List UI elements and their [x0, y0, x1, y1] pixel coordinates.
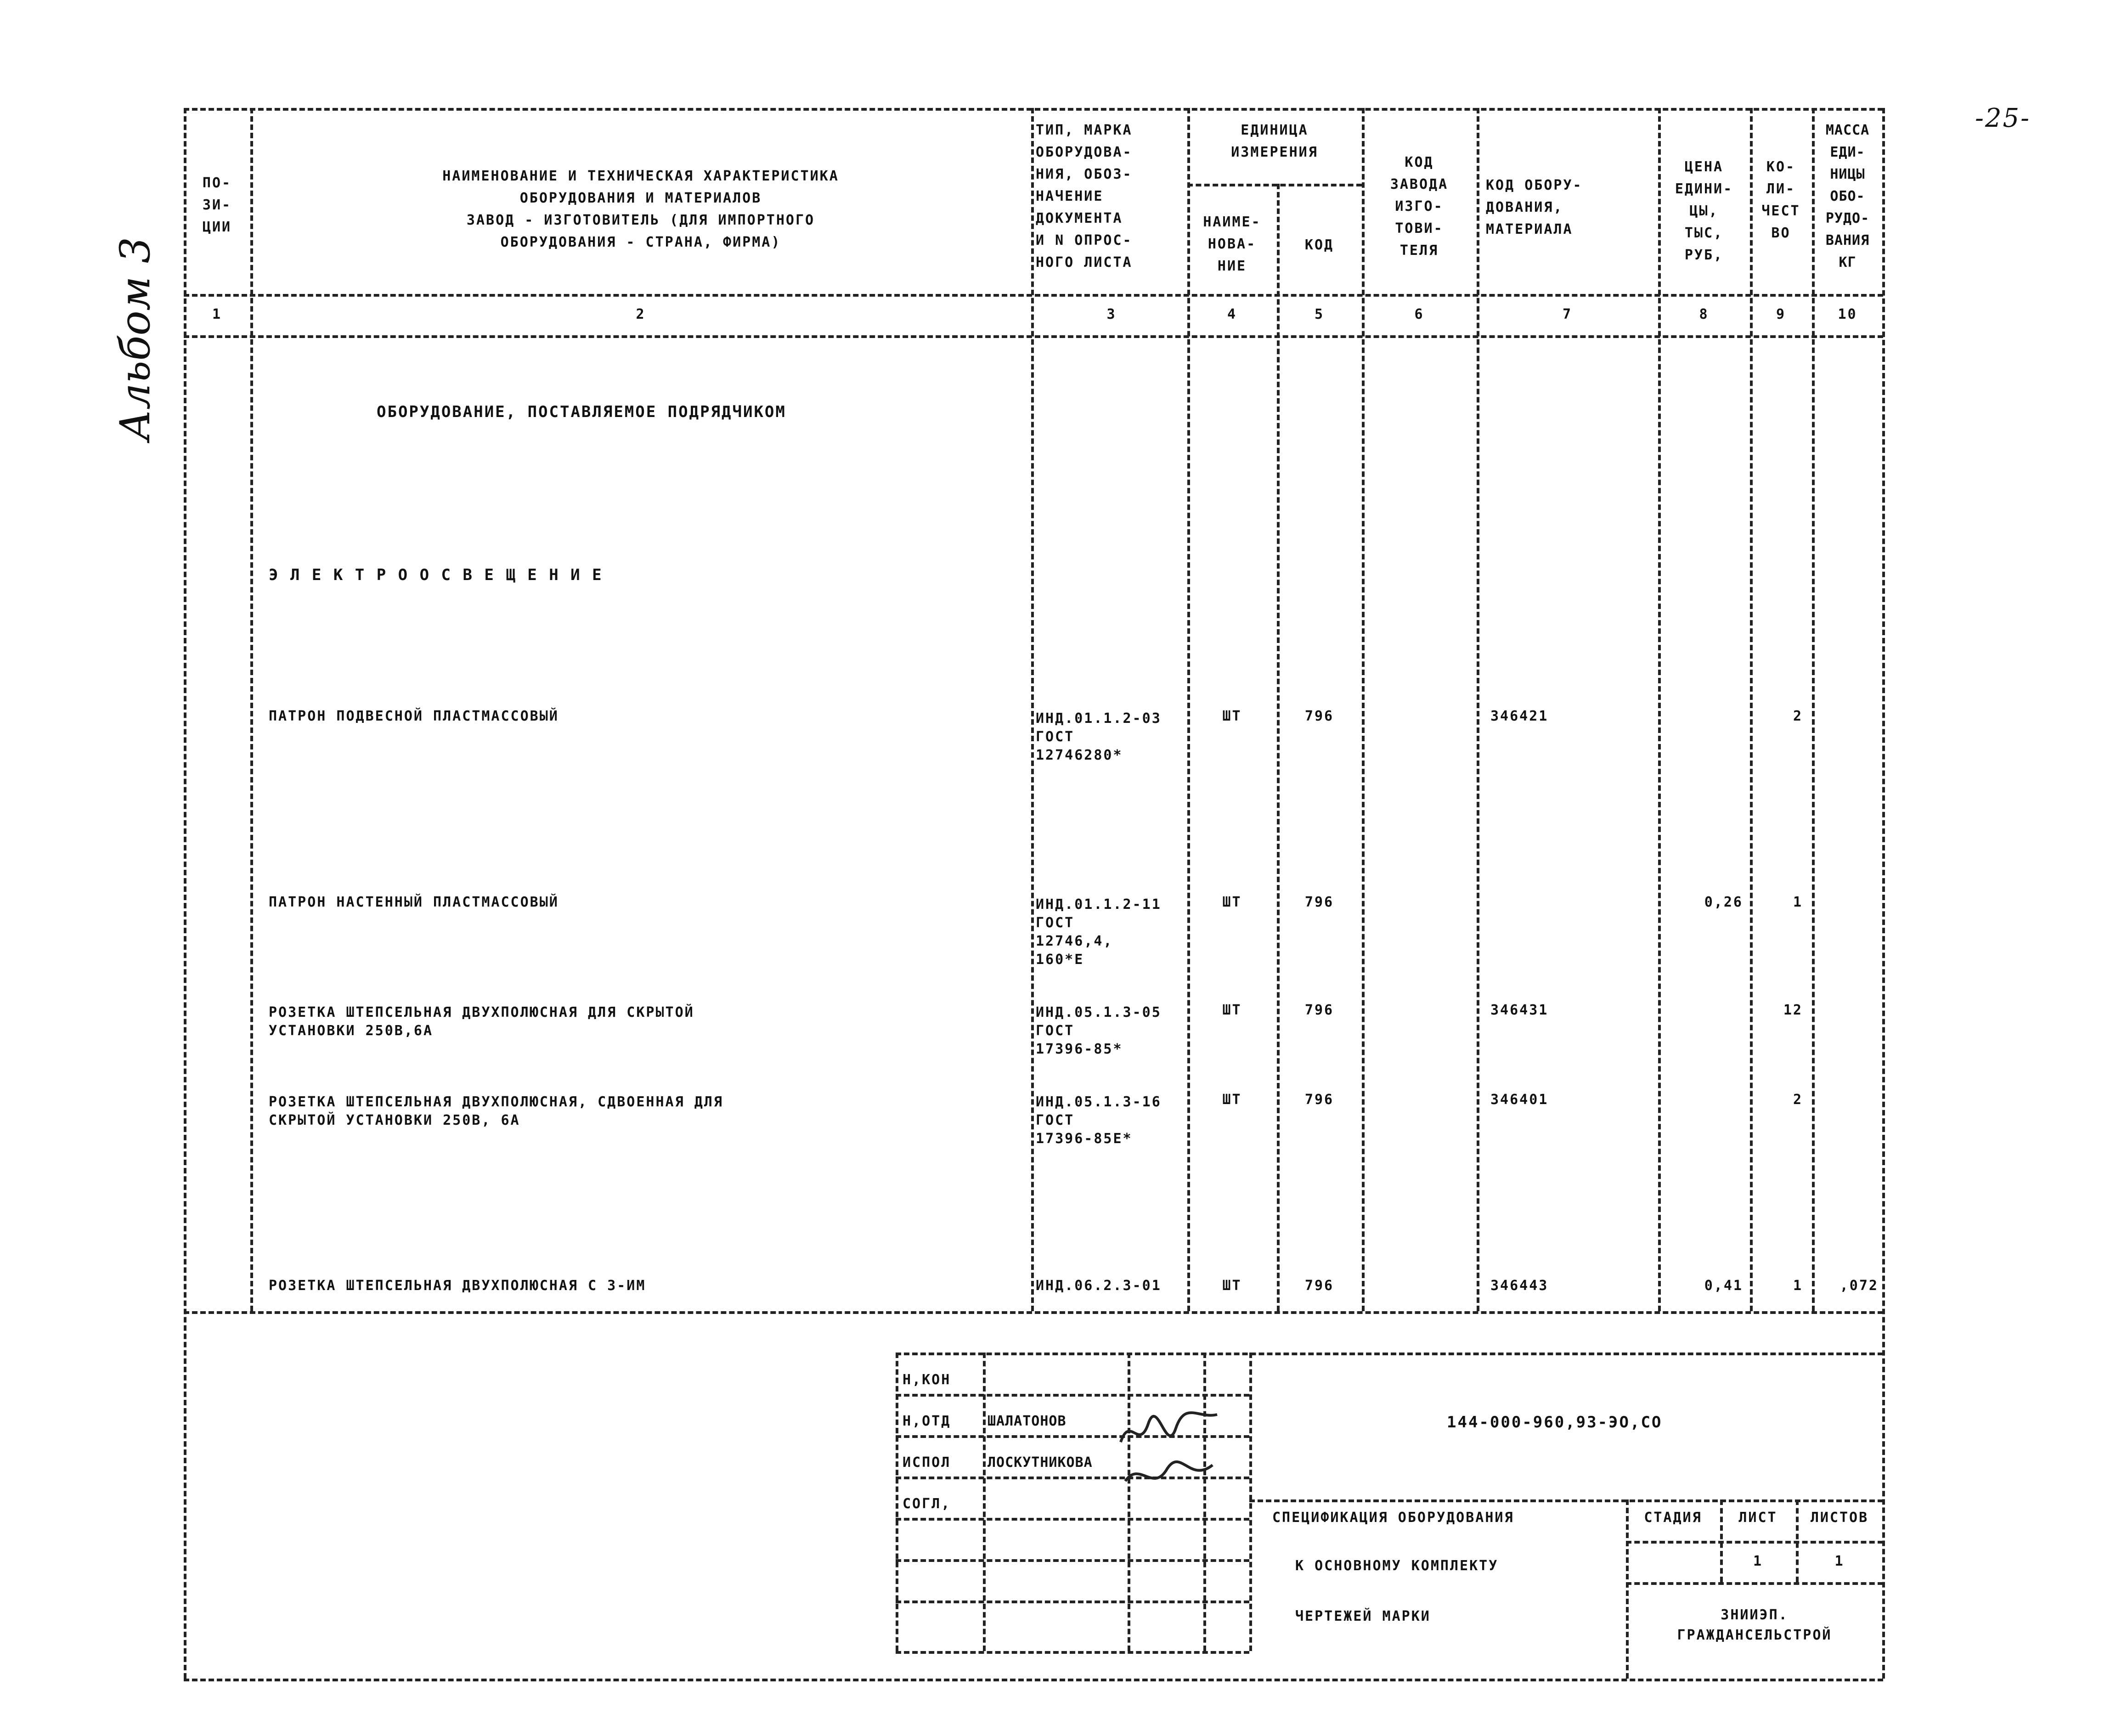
item-type: ИНД.06.2.3-01 [1036, 1278, 1162, 1294]
col-num-7: 7 [1562, 306, 1573, 322]
item-name: ПАТРОН НАСТЕННЫЙ ПЛАСТМАССОВЫЙ [269, 894, 559, 910]
item-unit: ШТ [1222, 1002, 1242, 1018]
page-number: -25- [1975, 103, 2031, 133]
item-name: РОЗЕТКА ШТЕПСЕЛЬНАЯ ДВУХПОЛЮСНАЯ, СДВОЕННАЯ ДЛЯ СКРЫТОЙ УСТАНОВКИ 250В, 6А [269, 1094, 723, 1128]
item-code: 346421 [1490, 708, 1549, 724]
organization: ЗНИИЭП. ГРАЖДАНСЕЛЬСТРОЙ [1677, 1607, 1832, 1643]
header-position: ПО- ЗИ- ЦИИ [202, 175, 232, 235]
col-num-6: 6 [1414, 306, 1424, 322]
doc-code: 144-000-960,93-ЭО,СО [1447, 1413, 1663, 1432]
item-unit-code: 796 [1304, 894, 1334, 910]
item-name: РОЗЕТКА ШТЕПСЕЛЬНАЯ ДВУХПОЛЮСНАЯ С З-ИМ [269, 1278, 646, 1294]
col-num-10: 10 [1838, 306, 1857, 322]
col-num-1: 1 [212, 306, 222, 322]
item-unit-code: 796 [1304, 1278, 1334, 1294]
item-qty: 1 [1793, 894, 1803, 910]
item-unit: ШТ [1222, 708, 1242, 724]
title-line-3: ЧЕРТЕЖЕЙ МАРКИ [1295, 1608, 1431, 1624]
album-note: Альбом 3 [111, 237, 159, 441]
sheet-value: 1 [1753, 1553, 1763, 1569]
role-department: Н,ОТД [903, 1413, 951, 1429]
item-qty: 1 [1793, 1278, 1803, 1294]
col-num-4: 4 [1227, 306, 1237, 322]
item-name: ПАТРОН ПОДВЕСНОЙ ПЛАСТМАССОВЫЙ [269, 708, 559, 724]
stage-label: СТАДИЯ [1644, 1510, 1702, 1526]
sheets-value: 1 [1834, 1553, 1845, 1569]
header-price: ЦЕНА ЕДИНИ- ЦЫ, ТЫС, РУБ, [1675, 159, 1733, 263]
item-unit: ШТ [1222, 894, 1242, 910]
header-factory-code: КОД ЗАВОДА ИЗГО- ТОВИ- ТЕЛЯ [1390, 154, 1449, 259]
header-unit-code: КОД [1304, 237, 1334, 253]
col-num-9: 9 [1776, 306, 1786, 322]
item-unit: ШТ [1222, 1092, 1242, 1108]
role-executor: ИСПОЛ [903, 1454, 951, 1471]
role-approval: СОГЛ, [903, 1496, 951, 1512]
item-price: 0,41 [1704, 1278, 1743, 1294]
signature-marks [1112, 1387, 1231, 1497]
item-qty: 12 [1783, 1002, 1803, 1018]
role-chief: Н,КОН [903, 1372, 951, 1388]
item-qty: 2 [1793, 1092, 1803, 1108]
item-code: 346431 [1490, 1002, 1549, 1018]
item-unit-code: 796 [1304, 1092, 1334, 1108]
item-mass: ,072 [1840, 1278, 1879, 1294]
item-code: 346443 [1490, 1278, 1549, 1294]
section-lighting: Э Л Е К Т Р О О С В Е Щ Е Н И Е [269, 566, 603, 584]
item-unit-code: 796 [1304, 1002, 1334, 1018]
header-qty: КО- ЛИ- ЧЕСТ ВО [1761, 159, 1800, 241]
section-supplier: ОБОРУДОВАНИЕ, ПОСТАВЛЯЕМОЕ ПОДРЯДЧИКОМ [377, 403, 786, 421]
header-name: НАИМЕНОВАНИЕ И ТЕХНИЧЕСКАЯ ХАРАКТЕРИСТИКА ОБОРУДОВАНИЯ И МАТЕРИАЛОВ ЗАВОД - ИЗГОТОВИТЕЛЬ (ДЛЯ ИМПОРТНОГО ОБОРУДОВАНИЯ - СТРАНА, ФИРМА) [442, 168, 839, 250]
item-type: ИНД.05.1.3-16 ГОСТ 17396-85Е* [1036, 1094, 1162, 1147]
name-department: ШАЛАТОНОВ [987, 1413, 1066, 1429]
item-code: 346401 [1490, 1092, 1549, 1108]
sheets-label: ЛИСТОВ [1810, 1510, 1869, 1526]
title-line-1: СПЕЦИФИКАЦИЯ ОБОРУДОВАНИЯ [1272, 1510, 1514, 1526]
item-qty: 2 [1793, 708, 1803, 724]
item-unit: ШТ [1222, 1278, 1242, 1294]
title-line-2: К ОСНОВНОМУ КОМПЛЕКТУ [1295, 1558, 1499, 1574]
col-num-5: 5 [1314, 306, 1325, 322]
col-num-3: 3 [1106, 306, 1117, 322]
item-price: 0,26 [1704, 894, 1743, 910]
header-type: ТИП, МАРКА ОБОРУДОВА- НИЯ, ОБОЗ- НАЧЕНИЕ ДОКУМЕНТА И N ОПРОС- НОГО ЛИСТА [1036, 122, 1133, 271]
header-material-code: КОД ОБОРУ- ДОВАНИЯ, МАТЕРИАЛА [1486, 177, 1583, 237]
item-type: ИНД.05.1.3-05 ГОСТ 17396-85* [1036, 1004, 1162, 1057]
name-executor: ЛОСКУТНИКОВА [987, 1454, 1093, 1471]
header-unit-group: ЕДИНИЦА ИЗМЕРЕНИЯ [1231, 122, 1318, 160]
item-type: ИНД.01.1.2-11 ГОСТ 12746,4, 160*Е [1036, 896, 1162, 968]
header-unit-name: НАИМЕ- НОВА- НИЕ [1203, 214, 1261, 274]
item-name: РОЗЕТКА ШТЕПСЕЛЬНАЯ ДВУХПОЛЮСНАЯ ДЛЯ СКРЫТОЙ УСТАНОВКИ 250В,6А [269, 1004, 694, 1039]
item-unit-code: 796 [1304, 708, 1334, 724]
sheet-label: ЛИСТ [1738, 1510, 1777, 1526]
col-num-8: 8 [1699, 306, 1709, 322]
item-type: ИНД.01.1.2-03 ГОСТ 12746280* [1036, 710, 1162, 763]
col-num-2: 2 [636, 306, 646, 322]
header-mass: МАССА ЕДИ- НИЦЫ ОБО- РУДО- ВАНИЯ КГ [1825, 122, 1870, 271]
